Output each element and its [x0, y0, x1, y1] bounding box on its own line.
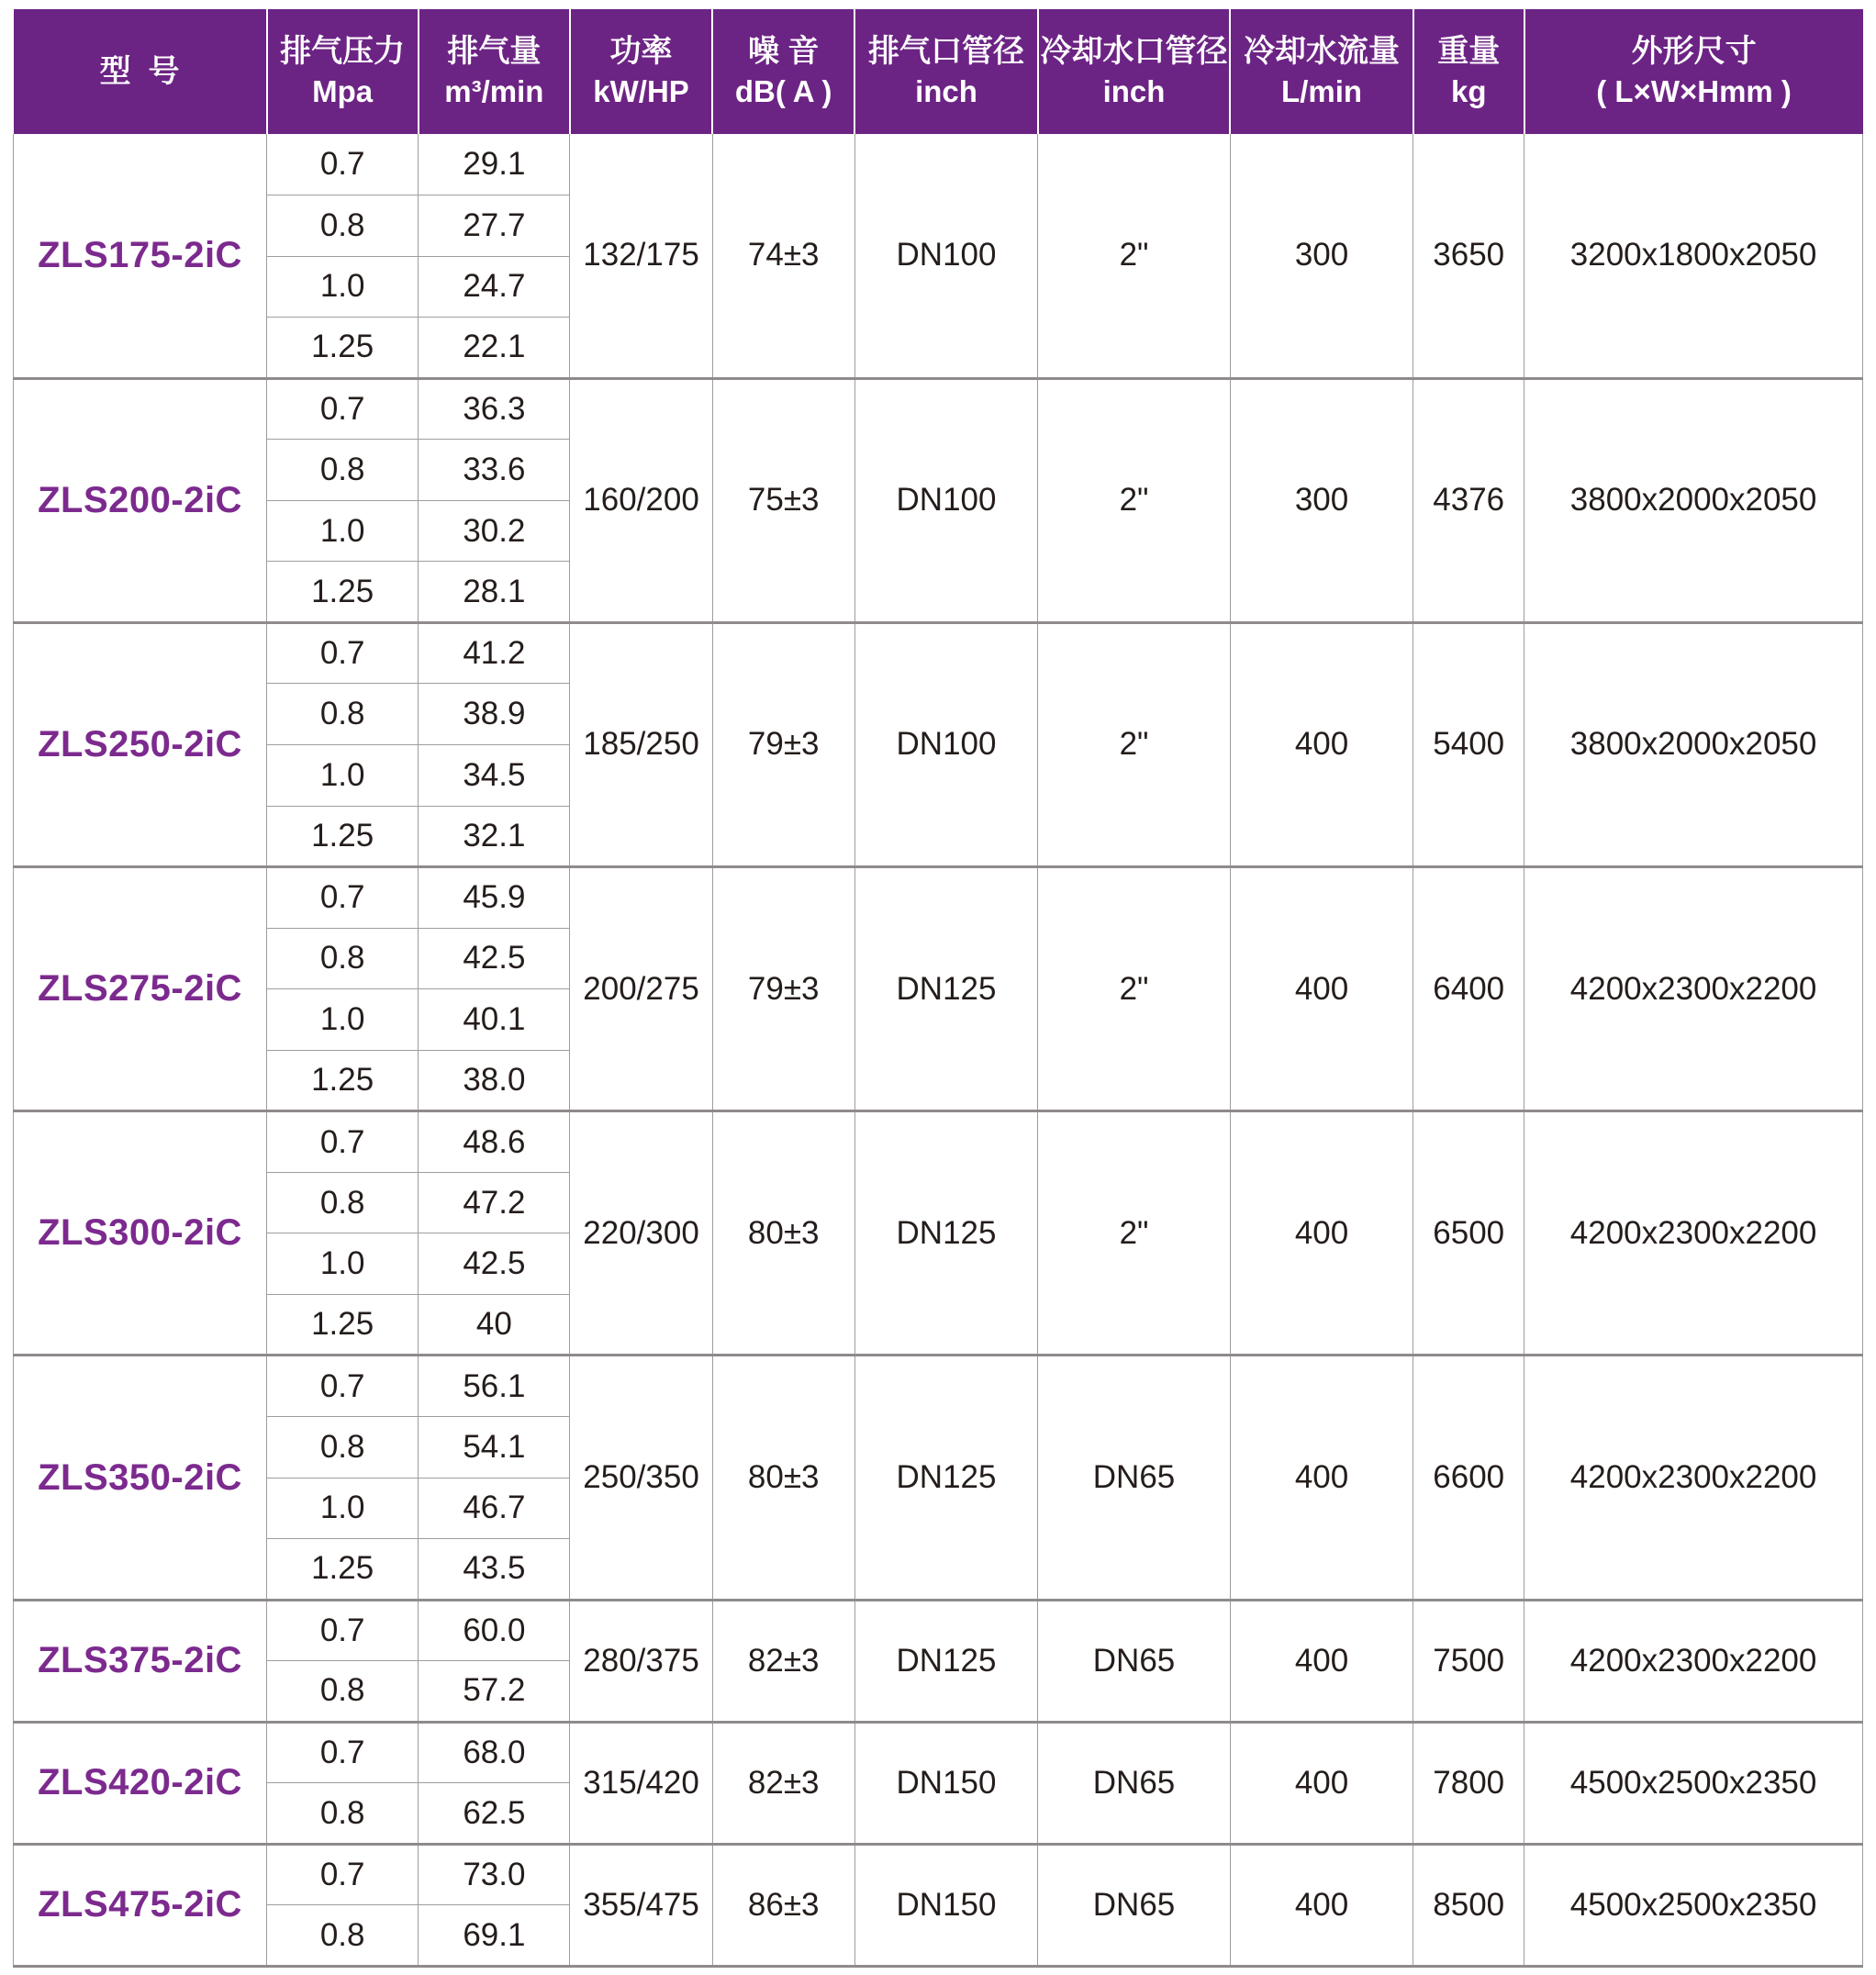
cooling-flow-cell: 400 — [1230, 1844, 1413, 1966]
header-line1: 冷却水流量 — [1244, 34, 1401, 70]
pressure-cell: 1.25 — [267, 1539, 419, 1601]
volume-cell: 40.1 — [419, 989, 570, 1051]
model-cell: ZLS175-2iC — [14, 134, 267, 378]
pressure-cell: 1.0 — [267, 989, 419, 1051]
power-cell: 185/250 — [570, 622, 712, 866]
noise-cell: 82±3 — [712, 1600, 854, 1722]
power-cell: 355/475 — [570, 1844, 712, 1966]
table-row — [14, 1722, 1863, 1783]
table-row — [14, 867, 1863, 929]
model-cell: ZLS420-2iC — [14, 1722, 267, 1844]
exhaust-port-cell: DN100 — [854, 622, 1037, 866]
volume-cell: 69.1 — [419, 1905, 570, 1967]
pressure-cell: 1.25 — [267, 318, 419, 379]
header-line2: kW/HP — [593, 73, 689, 108]
noise-cell: 74±3 — [712, 134, 854, 378]
header-line2: kg — [1450, 73, 1487, 108]
model-cell: ZLS475-2iC — [14, 1844, 267, 1966]
noise-cell: 75±3 — [712, 378, 854, 622]
pressure-cell: 1.25 — [267, 1294, 419, 1356]
cooling-port-cell: 2" — [1038, 1111, 1231, 1356]
cooling-port-cell: DN65 — [1038, 1356, 1231, 1600]
header-line1: 外形尺寸 — [1631, 34, 1757, 70]
dimensions-cell: 3200x1800x2050 — [1524, 134, 1863, 378]
power-cell: 315/420 — [570, 1722, 712, 1844]
volume-cell: 27.7 — [419, 195, 570, 257]
weight-cell: 8500 — [1413, 1844, 1524, 1966]
weight-cell: 7800 — [1413, 1722, 1524, 1844]
power-cell: 200/275 — [570, 867, 712, 1111]
header-line1: 冷却水口管径 — [1040, 34, 1228, 70]
header-line2: Mpa — [312, 73, 374, 108]
pressure-cell: 0.7 — [267, 1722, 419, 1783]
cooling-flow-cell: 400 — [1230, 867, 1413, 1111]
header-line1: 功率 — [609, 34, 673, 70]
weight-cell: 3650 — [1413, 134, 1524, 378]
cooling-port-cell: 2" — [1038, 134, 1231, 378]
volume-cell: 42.5 — [419, 928, 570, 989]
volume-cell: 57.2 — [419, 1661, 570, 1723]
exhaust-port-cell: DN125 — [854, 1356, 1037, 1600]
volume-cell: 29.1 — [419, 134, 570, 195]
noise-cell: 82±3 — [712, 1722, 854, 1844]
compressor-spec-table — [13, 9, 1863, 1968]
volume-cell: 33.6 — [419, 440, 570, 501]
col-header-cooling-flow — [1230, 9, 1413, 134]
pressure-cell: 1.25 — [267, 1050, 419, 1111]
header-line2: m³/min — [444, 73, 544, 108]
exhaust-port-cell: DN125 — [854, 1111, 1037, 1356]
cooling-port-cell: DN65 — [1038, 1844, 1231, 1966]
model-cell: ZLS250-2iC — [14, 622, 267, 866]
col-header-dimensions — [1524, 9, 1863, 134]
volume-cell: 42.5 — [419, 1233, 570, 1295]
table-header — [14, 9, 1863, 134]
pressure-cell: 0.7 — [267, 1111, 419, 1173]
power-cell: 250/350 — [570, 1356, 712, 1600]
dimensions-cell: 3800x2000x2050 — [1524, 622, 1863, 866]
pressure-cell: 1.25 — [267, 806, 419, 867]
col-header-pressure — [267, 9, 419, 134]
col-header-power — [570, 9, 712, 134]
table-row — [14, 378, 1863, 440]
cooling-flow-cell: 300 — [1230, 134, 1413, 378]
model-cell: ZLS275-2iC — [14, 867, 267, 1111]
pressure-cell: 0.7 — [267, 1844, 419, 1905]
volume-cell: 22.1 — [419, 318, 570, 379]
volume-cell: 24.7 — [419, 256, 570, 318]
header-line1: 排气量 — [447, 34, 542, 70]
pressure-cell: 0.8 — [267, 928, 419, 989]
table-row — [14, 1356, 1863, 1417]
spec-table-body — [14, 134, 1863, 1967]
volume-cell: 54.1 — [419, 1416, 570, 1478]
pressure-cell: 0.7 — [267, 134, 419, 195]
model-cell: ZLS300-2iC — [14, 1111, 267, 1356]
volume-cell: 56.1 — [419, 1356, 570, 1417]
volume-cell: 45.9 — [419, 867, 570, 929]
header-line2: inch — [915, 73, 977, 108]
header-line1: 型 号 — [99, 53, 180, 89]
col-header-model — [14, 9, 267, 134]
volume-cell: 43.5 — [419, 1539, 570, 1601]
cooling-flow-cell: 400 — [1230, 1356, 1413, 1600]
pressure-cell: 1.0 — [267, 500, 419, 562]
dimensions-cell: 4500x2500x2350 — [1524, 1844, 1863, 1966]
volume-cell: 38.9 — [419, 684, 570, 745]
weight-cell: 6500 — [1413, 1111, 1524, 1356]
pressure-cell: 0.8 — [267, 1905, 419, 1967]
power-cell: 220/300 — [570, 1111, 712, 1356]
volume-cell: 28.1 — [419, 562, 570, 623]
cooling-flow-cell: 400 — [1230, 1600, 1413, 1722]
table-row — [14, 1111, 1863, 1173]
pressure-cell: 1.0 — [267, 1478, 419, 1539]
model-cell: ZLS200-2iC — [14, 378, 267, 622]
cooling-flow-cell: 300 — [1230, 378, 1413, 622]
col-header-weight — [1413, 9, 1524, 134]
exhaust-port-cell: DN125 — [854, 867, 1037, 1111]
weight-cell: 4376 — [1413, 378, 1524, 622]
pressure-cell: 0.8 — [267, 1783, 419, 1845]
exhaust-port-cell: DN100 — [854, 378, 1037, 622]
cooling-flow-cell: 400 — [1230, 1722, 1413, 1844]
header-line1: 重量 — [1437, 34, 1501, 70]
cooling-port-cell: 2" — [1038, 867, 1231, 1111]
volume-cell: 36.3 — [419, 378, 570, 440]
model-cell: ZLS375-2iC — [14, 1600, 267, 1722]
volume-cell: 34.5 — [419, 744, 570, 806]
pressure-cell: 1.0 — [267, 744, 419, 806]
dimensions-cell: 4500x2500x2350 — [1524, 1722, 1863, 1844]
pressure-cell: 0.8 — [267, 1172, 419, 1233]
col-header-noise — [712, 9, 854, 134]
volume-cell: 46.7 — [419, 1478, 570, 1539]
pressure-cell: 0.7 — [267, 1600, 419, 1661]
table-row — [14, 1600, 1863, 1661]
model-cell: ZLS350-2iC — [14, 1356, 267, 1600]
volume-cell: 62.5 — [419, 1783, 570, 1845]
cooling-flow-cell: 400 — [1230, 1111, 1413, 1356]
table-row — [14, 622, 1863, 684]
header-line1: 排气口管径 — [868, 34, 1024, 70]
header-line1: 排气压力 — [280, 34, 406, 70]
exhaust-port-cell: DN150 — [854, 1844, 1037, 1966]
volume-cell: 47.2 — [419, 1172, 570, 1233]
header-line1: 噪 音 — [747, 34, 820, 70]
noise-cell: 80±3 — [712, 1356, 854, 1600]
noise-cell: 79±3 — [712, 867, 854, 1111]
weight-cell: 7500 — [1413, 1600, 1524, 1722]
cooling-port-cell: DN65 — [1038, 1600, 1231, 1722]
header-line2: L/min — [1281, 73, 1363, 108]
power-cell: 132/175 — [570, 134, 712, 378]
header-row — [14, 9, 1863, 134]
pressure-cell: 1.0 — [267, 256, 419, 318]
dimensions-cell: 3800x2000x2050 — [1524, 378, 1863, 622]
volume-cell: 41.2 — [419, 622, 570, 684]
dimensions-cell: 4200x2300x2200 — [1524, 1111, 1863, 1356]
pressure-cell: 1.0 — [267, 1233, 419, 1295]
header-line2: ( L×W×Hmm ) — [1596, 73, 1792, 108]
col-header-cooling-port — [1038, 9, 1231, 134]
pressure-cell: 0.8 — [267, 440, 419, 501]
noise-cell: 80±3 — [712, 1111, 854, 1356]
cooling-port-cell: DN65 — [1038, 1722, 1231, 1844]
volume-cell: 30.2 — [419, 500, 570, 562]
pressure-cell: 0.7 — [267, 1356, 419, 1417]
exhaust-port-cell: DN125 — [854, 1600, 1037, 1722]
pressure-cell: 0.7 — [267, 378, 419, 440]
noise-cell: 79±3 — [712, 622, 854, 866]
volume-cell: 60.0 — [419, 1600, 570, 1661]
power-cell: 280/375 — [570, 1600, 712, 1722]
volume-cell: 40 — [419, 1294, 570, 1356]
cooling-port-cell: 2" — [1038, 378, 1231, 622]
col-header-exhaust-port — [854, 9, 1037, 134]
cooling-port-cell: 2" — [1038, 622, 1231, 866]
pressure-cell: 0.8 — [267, 195, 419, 257]
header-line2: dB( A ) — [734, 73, 832, 108]
dimensions-cell: 4200x2300x2200 — [1524, 867, 1863, 1111]
cooling-flow-cell: 400 — [1230, 622, 1413, 866]
dimensions-cell: 4200x2300x2200 — [1524, 1600, 1863, 1722]
dimensions-cell: 4200x2300x2200 — [1524, 1356, 1863, 1600]
volume-cell: 48.6 — [419, 1111, 570, 1173]
volume-cell: 32.1 — [419, 806, 570, 867]
header-line2: inch — [1102, 73, 1166, 108]
weight-cell: 6400 — [1413, 867, 1524, 1111]
volume-cell: 68.0 — [419, 1722, 570, 1783]
volume-cell: 73.0 — [419, 1844, 570, 1905]
pressure-cell: 0.8 — [267, 684, 419, 745]
weight-cell: 5400 — [1413, 622, 1524, 866]
volume-cell: 38.0 — [419, 1050, 570, 1111]
exhaust-port-cell: DN100 — [854, 134, 1037, 378]
pressure-cell: 0.8 — [267, 1416, 419, 1478]
exhaust-port-cell: DN150 — [854, 1722, 1037, 1844]
power-cell: 160/200 — [570, 378, 712, 622]
table-row — [14, 134, 1863, 195]
table-row — [14, 1844, 1863, 1905]
pressure-cell: 0.7 — [267, 867, 419, 929]
col-header-volume — [419, 9, 570, 134]
noise-cell: 86±3 — [712, 1844, 854, 1966]
pressure-cell: 0.8 — [267, 1661, 419, 1723]
pressure-cell: 0.7 — [267, 622, 419, 684]
weight-cell: 6600 — [1413, 1356, 1524, 1600]
pressure-cell: 1.25 — [267, 562, 419, 623]
